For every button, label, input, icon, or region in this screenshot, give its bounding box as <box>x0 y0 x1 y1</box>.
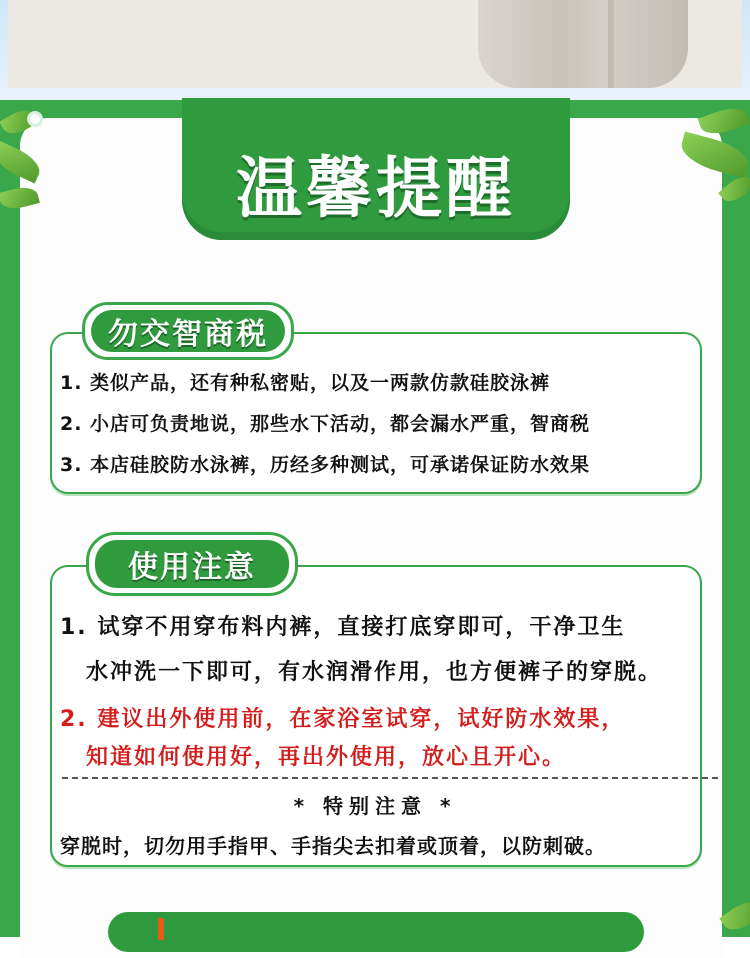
usage-item-2-line-2: 知道如何使用好，再出外使用，放心且开心。 <box>86 745 567 770</box>
usage-item-1-line-2: 水冲洗一下即可，有水润滑作用，也方便裤子的穿脱。 <box>86 660 663 685</box>
section-heading-badge <box>82 302 294 360</box>
list-item: 2. 小店可负责地说，那些水下活动，都会漏水严重，智商税 <box>60 413 591 435</box>
special-note-title: * 特别注意 * <box>293 794 457 818</box>
section-heading: 使用注意 <box>128 550 256 585</box>
section-heading: 勿交智商税 <box>108 317 268 352</box>
model-legs-image <box>478 0 688 88</box>
section-heading-badge <box>86 532 298 596</box>
flower-decoration <box>30 114 40 124</box>
next-section-banner <box>108 912 644 952</box>
usage-item-2-line-1: 2. 建议出外使用前，在家浴室试穿，试好防水效果， <box>60 707 626 732</box>
product-photo <box>8 0 742 88</box>
page-title: 温馨提醒 <box>236 150 516 227</box>
list-item: 1. 类似产品，还有种私密贴，以及一两款仿款硅胶泳裤 <box>60 372 551 394</box>
usage-item-1-line-1: 1. 试穿不用穿布料内裤，直接打底穿即可，干净卫生 <box>60 615 626 640</box>
special-note-text: 穿脱时，切勿用手指甲、手指尖去扣着或顶着，以防刺破。 <box>60 834 606 858</box>
divider <box>62 777 718 779</box>
list-item: 3. 本店硅胶防水泳裤，历经多种测试，可承诺保证防水效果 <box>60 454 591 476</box>
